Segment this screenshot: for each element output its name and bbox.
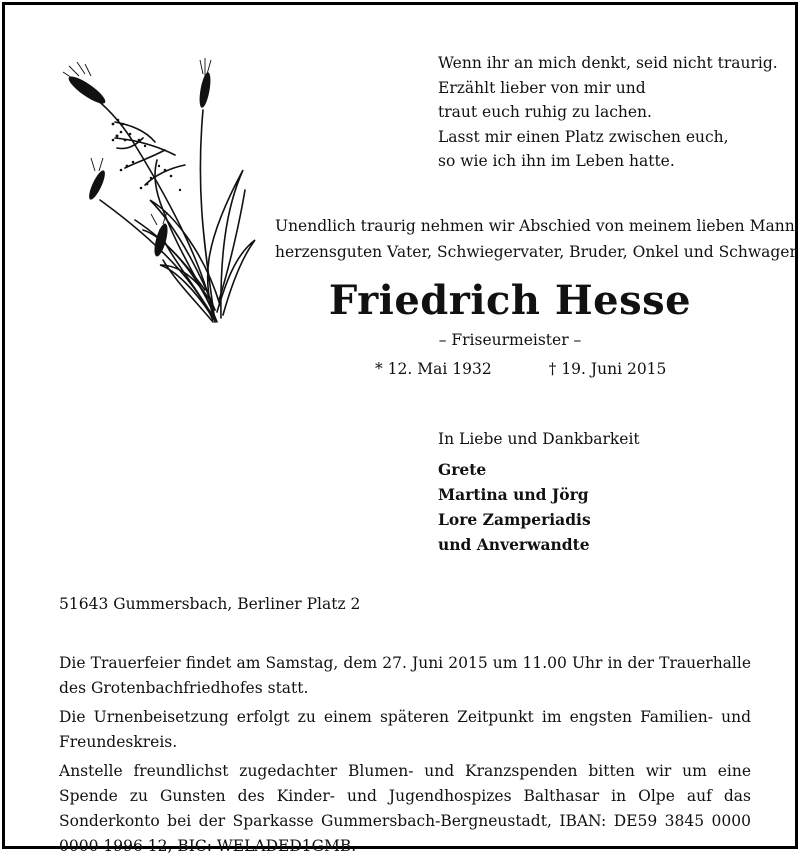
intro-line: Unendlich traurig nehmen wir Abschied von meinem lieben Mann, bbox=[275, 217, 800, 235]
obituary-notice bbox=[2, 2, 800, 855]
poem-line: Lasst mir einen Platz zwischen euch, bbox=[438, 127, 729, 146]
birth-date: * 12. Mai 1932 bbox=[375, 360, 492, 378]
poem-line: so wie ich ihn im Leben hatte. bbox=[438, 152, 675, 170]
urn-burial-note: Die Urnenbeisetzung erfolgt zu einem späteren Zeitpunkt im engsten Familien- und Freundeskreis. bbox=[59, 708, 751, 751]
mourner-name: Lore Zamperiadis bbox=[438, 510, 591, 529]
deceased-name: Friedrich Hesse bbox=[328, 277, 692, 324]
funeral-service-note: Die Trauerfeier findet am Samstag, dem 27. Juni 2015 um 11.00 Uhr in der Trauerhalle des Grotenbachfriedhofes statt. bbox=[59, 654, 751, 697]
poem-line: traut euch ruhig zu lachen. bbox=[438, 103, 652, 121]
mourners bbox=[438, 427, 640, 557]
intro-line: herzensguten Vater, Schwiegervater, Bruder, Onkel und Schwager bbox=[275, 243, 797, 261]
wheat-grass-icon bbox=[55, 50, 265, 335]
mourner-name: Martina und Jörg bbox=[438, 485, 589, 504]
donation-note: Anstelle freundlichst zugedachter Blumen- und Kranzspenden bitten wir um eine Spende zu Gunsten des Kinder- und Jugendhospizes Balthasar in Olpe auf das Sonderkonto bei der Sparkasse Gummersbach-Bergneustadt, IBAN: DE59 3845 0000 0000 1996 12, BIC: WELADED1GMB. bbox=[59, 762, 751, 855]
poem-line: Wenn ihr an mich denkt, seid nicht traurig. bbox=[438, 54, 778, 72]
farewell-intro bbox=[275, 213, 800, 265]
mourner-name: und Anverwandte bbox=[438, 535, 590, 554]
deceased-profession: – Friseurmeister – bbox=[438, 331, 582, 349]
mourner-name: Grete bbox=[438, 460, 487, 479]
life-dates bbox=[375, 360, 666, 378]
mourners-lead: In Liebe und Dankbarkeit bbox=[438, 430, 640, 448]
family-address: 51643 Gummersbach, Berliner Platz 2 bbox=[59, 595, 361, 613]
poem-line: Erzählt lieber von mir und bbox=[438, 78, 646, 97]
death-date: † 19. Juni 2015 bbox=[548, 360, 667, 378]
poem bbox=[438, 51, 778, 174]
funeral-notes bbox=[59, 651, 751, 863]
